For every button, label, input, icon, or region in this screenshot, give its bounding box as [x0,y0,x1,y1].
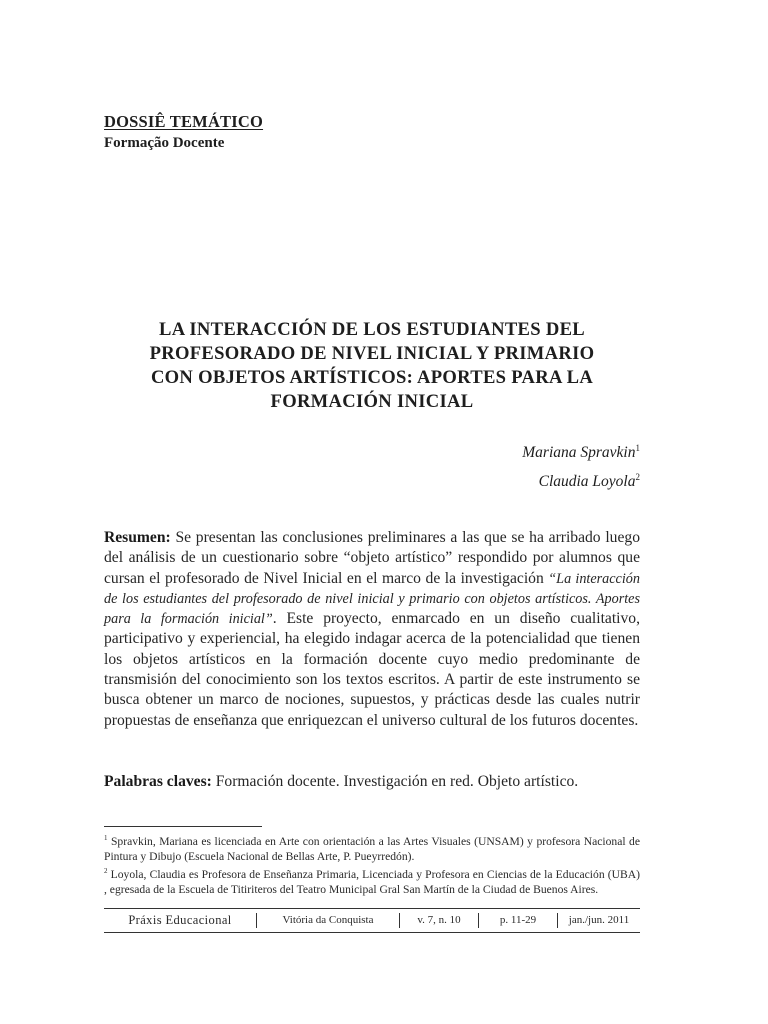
footer-pages: p. 11-29 [499,914,537,926]
keywords [104,772,664,792]
author [522,465,640,494]
footnote-text: Spravkin, Mariana es licenciada en Arte con orientación a las Artes Visuales (UNSAM) y profesora Nacional de Pintura y Dibujo (Escuela Nacional de Bellas Arte, P. Pueyrredón). [104,834,640,864]
article-title-line: FORMACIÓN INICIAL [270,391,474,412]
abstract-text: . Este proyecto, enmarcado en un diseño cualitativo, participativo y experiencial, ha elegido indagar acerca de la potencialidad que tienen los objetos artísticos en la formación docente cuyo medio predominante de transmisión del conocimiento son los textos escritos. A partir de este instrumento se busca obtener un marco de nociones, supuestos, y prácticas desde las cuales nutrir propuestas de enseñanza que enriquezcan el universo cultural de los futuros docentes. [104,610,640,729]
article-title-line: PROFESORADO DE NIVEL INICIAL Y PRIMARIO [149,343,595,364]
footnote-text: Loyola, Claudia es Profesora de Enseñanza Primaria, Licenciada y Profesora en Ciencias de la Educación (UBA) , egresada de la Escuela de Titiriteros del Teatro Municipal Gral San Martín de la Ciudad de Buenos Aires. [104,868,640,897]
abstract-project-title: “La interacción de los estudiantes del profesorado de nivel inicial y primario con objetos artísticos. Aportes para la formación inicial” [104,570,640,628]
footer-journal: Práxis Educacional [128,913,232,927]
abstract-label: Resumen: [104,529,171,546]
section-subtitle: Formação Docente [104,135,225,151]
author [522,436,640,465]
footer-volume: v. 7, n. 10 [417,914,461,926]
section-header [104,112,263,153]
footnote [104,831,640,864]
footnote-divider [104,826,262,827]
article-title [104,318,640,414]
footnote-marker[interactable]: 2 [635,472,640,483]
footnote-number: 2 [104,867,108,876]
footnotes [104,831,640,898]
article-title-line: CON OBJETOS ARTÍSTICOS: APORTES PARA LA [150,367,594,388]
footer-date: jan./jun. 2011 [568,914,630,926]
abstract [104,528,640,731]
author-list [522,436,640,494]
footnote-marker[interactable]: 1 [635,443,640,453]
footnote-number: 1 [104,834,108,842]
footer-city: Vitória da Conquista [282,914,374,926]
section-title: DOSSIÊ TEMÁTICO [104,112,264,131]
article-title-line: LA INTERACCIÓN DE LOS ESTUDIANTES DEL [159,319,585,340]
author-name: Mariana Spravkin [522,444,636,462]
author-name: Claudia Loyola [538,473,636,491]
footnote [104,864,640,897]
abstract-text: Se presentan las conclusiones preliminares a las que se ha arribado luego del análisis de un cuestionario sobre “objeto artístico” respondido por alumnos que cursan el profesorado de Nivel Inicial en el marco de la investigación [104,529,640,587]
keywords-text: Formación docente. Investigación en red. Objeto artístico. [211,773,579,790]
running-footer [104,908,640,933]
keywords-label: Palabras claves: [104,773,212,790]
